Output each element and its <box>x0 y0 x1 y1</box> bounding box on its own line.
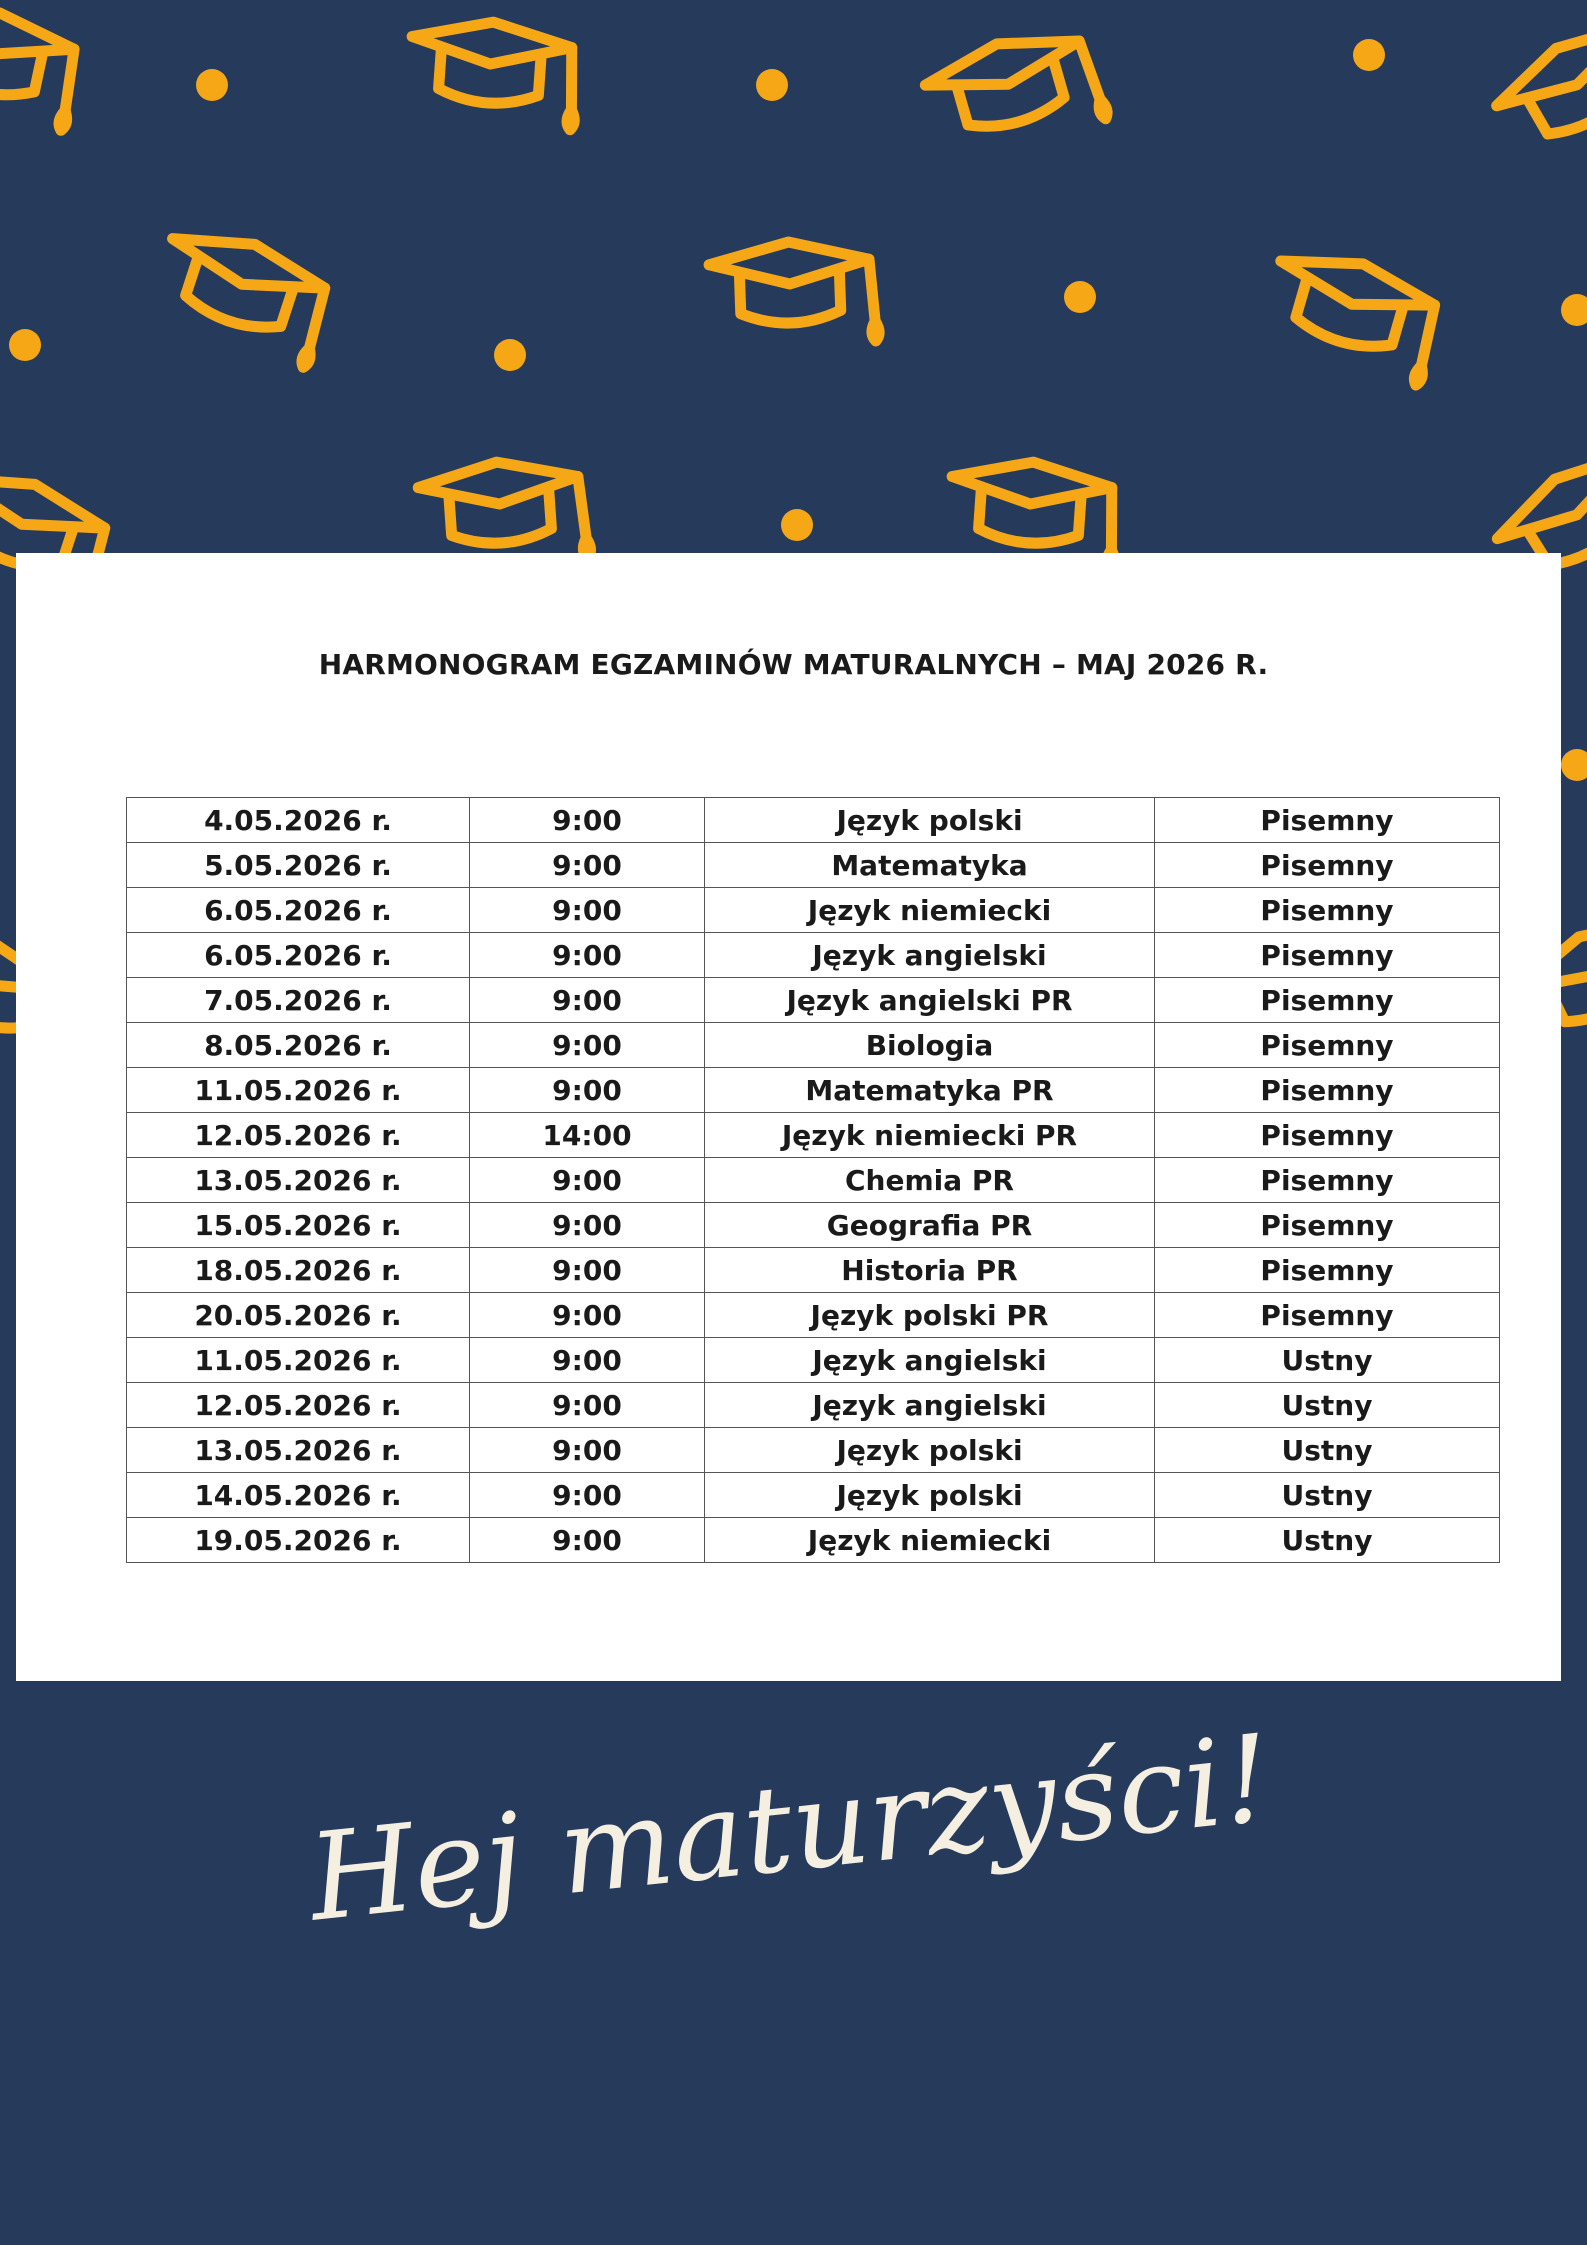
subject-cell: Geografia PR <box>705 1203 1155 1248</box>
exam-type-cell: Pisemny <box>1155 888 1500 933</box>
table-row <box>127 1293 1500 1338</box>
subject-cell: Język niemiecki PR <box>705 1113 1155 1158</box>
graduation-cap-icon <box>708 239 879 347</box>
subject-cell: Język polski <box>705 798 1155 843</box>
date-cell: 13.05.2026 r. <box>127 1428 470 1473</box>
graduation-cap-icon <box>0 0 86 131</box>
exam-type-cell: Pisemny <box>1155 843 1500 888</box>
table-row <box>127 1248 1500 1293</box>
table-row <box>127 1428 1500 1473</box>
time-cell: 9:00 <box>470 1473 705 1518</box>
time-cell: 9:00 <box>470 1023 705 1068</box>
subject-cell: Język polski PR <box>705 1293 1155 1338</box>
date-cell: 11.05.2026 r. <box>127 1338 470 1383</box>
date-cell: 5.05.2026 r. <box>127 843 470 888</box>
subject-cell: Język angielski <box>705 1338 1155 1383</box>
document-title: HARMONOGRAM EGZAMINÓW MATURALNYCH – MAJ 2026 R. <box>318 648 1269 681</box>
table-row <box>127 1158 1500 1203</box>
exam-type-cell: Ustny <box>1155 1428 1500 1473</box>
time-cell: 9:00 <box>470 888 705 933</box>
exam-type-cell: Pisemny <box>1155 978 1500 1023</box>
table-row <box>127 888 1500 933</box>
exam-type-cell: Pisemny <box>1155 1248 1500 1293</box>
table-row <box>127 933 1500 978</box>
exam-type-cell: Pisemny <box>1155 798 1500 843</box>
exam-type-cell: Ustny <box>1155 1473 1500 1518</box>
time-cell: 9:00 <box>470 1158 705 1203</box>
date-cell: 8.05.2026 r. <box>127 1023 470 1068</box>
time-cell: 14:00 <box>470 1113 705 1158</box>
subject-cell: Chemia PR <box>705 1158 1155 1203</box>
subject-cell: Język angielski <box>705 1383 1155 1428</box>
subject-cell: Historia PR <box>705 1248 1155 1293</box>
graduation-cap-icon <box>1258 242 1447 386</box>
subject-cell: Język polski <box>705 1428 1155 1473</box>
subject-cell: Język polski <box>705 1473 1155 1518</box>
exam-schedule-table <box>126 797 1500 1563</box>
graduation-cap-icon <box>920 20 1109 164</box>
subject-cell: Biologia <box>705 1023 1155 1068</box>
time-cell: 9:00 <box>470 1383 705 1428</box>
time-cell: 9:00 <box>470 1248 705 1293</box>
table-row <box>127 1383 1500 1428</box>
date-cell: 19.05.2026 r. <box>127 1518 470 1563</box>
time-cell: 9:00 <box>470 1338 705 1383</box>
exam-type-cell: Pisemny <box>1155 1293 1500 1338</box>
graduation-cap-icon <box>147 220 338 369</box>
time-cell: 9:00 <box>470 1428 705 1473</box>
date-cell: 6.05.2026 r. <box>127 933 470 978</box>
table-row <box>127 1113 1500 1158</box>
time-cell: 9:00 <box>470 1293 705 1338</box>
exam-type-cell: Pisemny <box>1155 1023 1500 1068</box>
date-cell: 20.05.2026 r. <box>127 1293 470 1338</box>
graduation-cap-icon <box>1487 5 1587 177</box>
exam-type-cell: Ustny <box>1155 1338 1500 1383</box>
table-row <box>127 978 1500 1023</box>
time-cell: 9:00 <box>470 933 705 978</box>
table-row <box>127 1203 1500 1248</box>
table-row <box>127 798 1500 843</box>
date-cell: 15.05.2026 r. <box>127 1203 470 1248</box>
time-cell: 9:00 <box>470 1518 705 1563</box>
exam-type-cell: Pisemny <box>1155 933 1500 978</box>
date-cell: 14.05.2026 r. <box>127 1473 470 1518</box>
table-row <box>127 1023 1500 1068</box>
time-cell: 9:00 <box>470 978 705 1023</box>
date-cell: 18.05.2026 r. <box>127 1248 470 1293</box>
exam-type-cell: Pisemny <box>1155 1113 1500 1158</box>
table-row <box>127 1473 1500 1518</box>
greeting-text: Hej maturzyści! <box>302 1709 1278 1949</box>
table-row <box>127 1068 1500 1113</box>
exam-type-cell: Ustny <box>1155 1518 1500 1563</box>
date-cell: 7.05.2026 r. <box>127 978 470 1023</box>
exam-type-cell: Pisemny <box>1155 1203 1500 1248</box>
subject-cell: Język angielski <box>705 933 1155 978</box>
date-cell: 13.05.2026 r. <box>127 1158 470 1203</box>
time-cell: 9:00 <box>470 843 705 888</box>
table-row <box>127 843 1500 888</box>
date-cell: 4.05.2026 r. <box>127 798 470 843</box>
date-cell: 6.05.2026 r. <box>127 888 470 933</box>
exam-type-cell: Ustny <box>1155 1383 1500 1428</box>
time-cell: 9:00 <box>470 1068 705 1113</box>
date-cell: 12.05.2026 r. <box>127 1113 470 1158</box>
subject-cell: Matematyka PR <box>705 1068 1155 1113</box>
graduation-cap-icon <box>406 17 580 130</box>
subject-cell: Matematyka <box>705 843 1155 888</box>
time-cell: 9:00 <box>470 798 705 843</box>
subject-cell: Język angielski PR <box>705 978 1155 1023</box>
subject-cell: Język niemiecki <box>705 1518 1155 1563</box>
time-cell: 9:00 <box>470 1203 705 1248</box>
exam-type-cell: Pisemny <box>1155 1158 1500 1203</box>
date-cell: 12.05.2026 r. <box>127 1383 470 1428</box>
exam-type-cell: Pisemny <box>1155 1068 1500 1113</box>
subject-cell: Język niemiecki <box>705 888 1155 933</box>
table-row <box>127 1338 1500 1383</box>
date-cell: 11.05.2026 r. <box>127 1068 470 1113</box>
table-row <box>127 1518 1500 1563</box>
